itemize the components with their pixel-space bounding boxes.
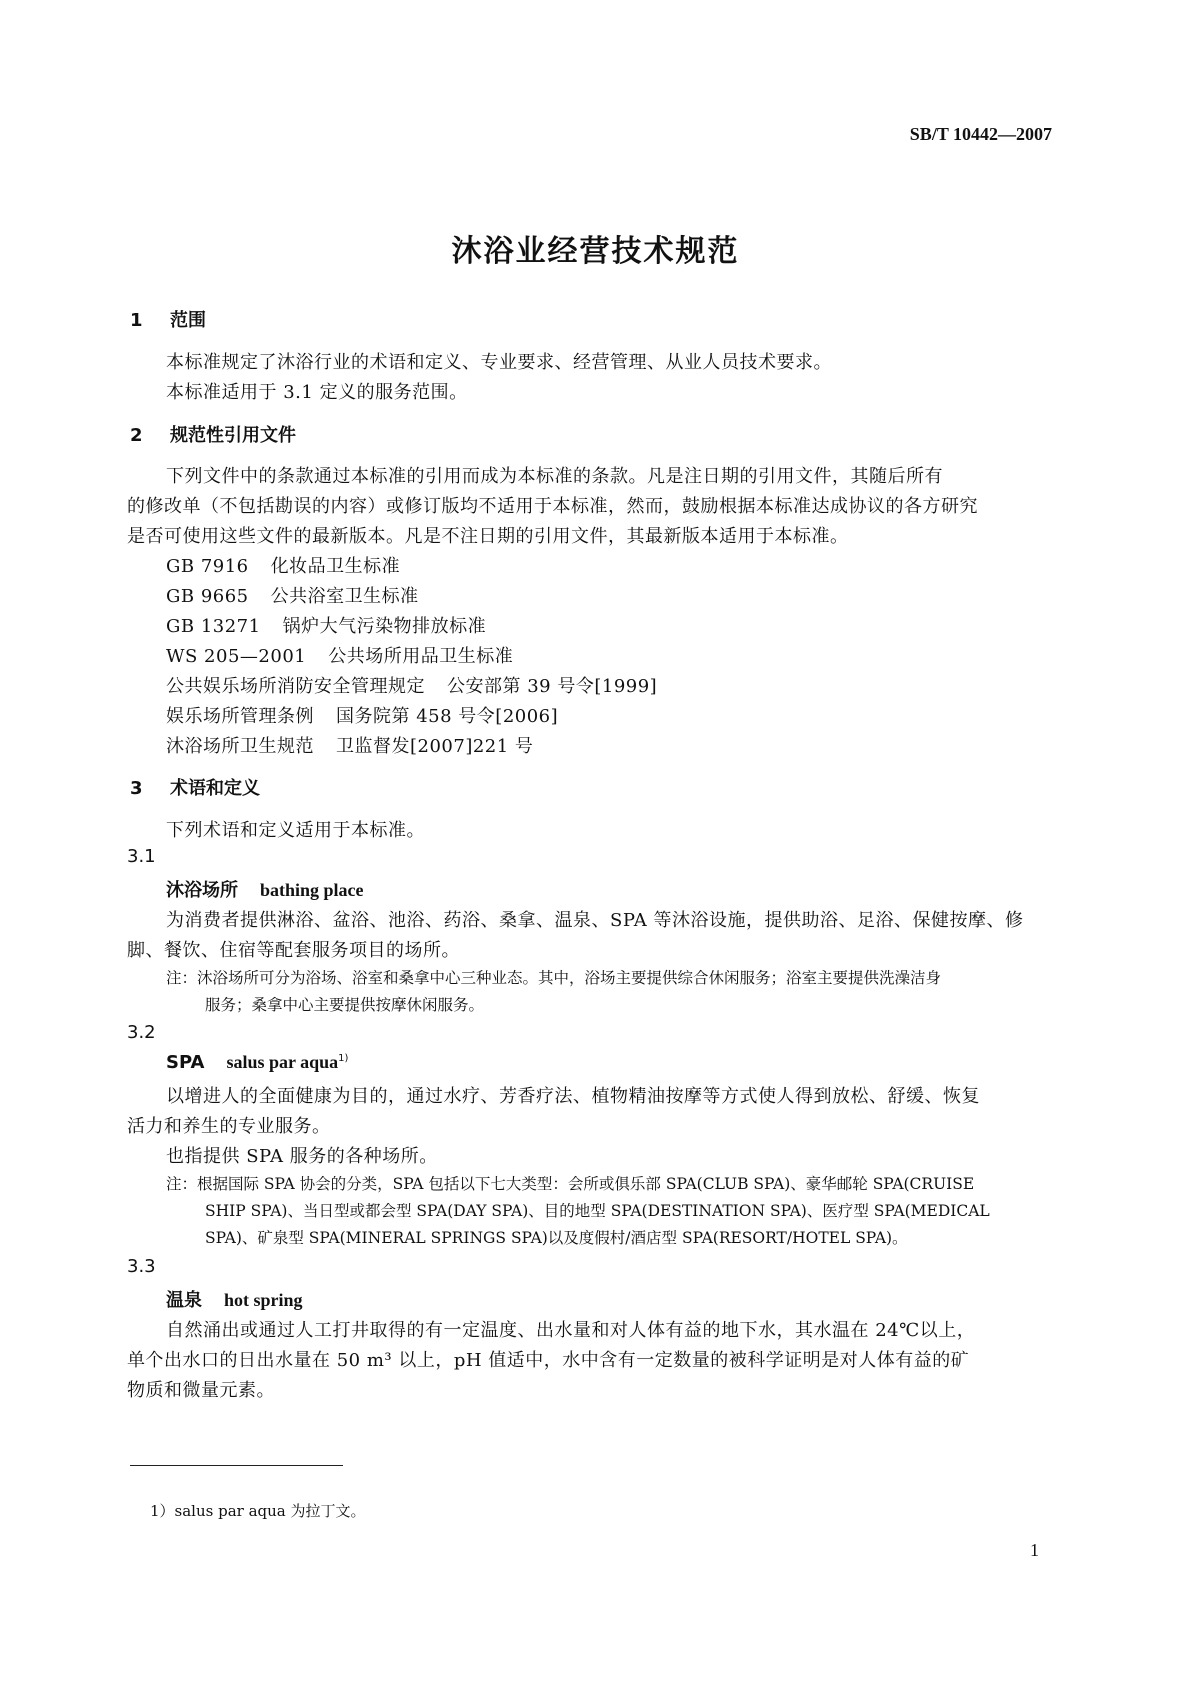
definition: 物质和微量元素。 <box>127 1380 275 1401</box>
clause-number: 3.2 <box>127 1022 156 1043</box>
reference-item <box>166 552 400 578</box>
reference-name: 国务院第 458 号令[2006] <box>336 706 559 727</box>
reference-item <box>166 612 486 638</box>
reference-name: 公共浴室卫生标准 <box>270 586 419 607</box>
term-english: hot spring <box>224 1290 303 1310</box>
reference-code: 公共娱乐场所消防安全管理规定 <box>166 676 425 697</box>
section-2-heading <box>130 421 296 447</box>
note: 注：根据国际 SPA 协会的分类，SPA 包括以下七大类型：会所或俱乐部 SPA(CLUB SPA)、豪华邮轮 SPA(CRUISE <box>166 1175 975 1193</box>
reference-code: 沐浴场所卫生规范 <box>166 736 314 757</box>
paragraph: 本标准适用于 3.1 定义的服务范围。 <box>166 382 468 403</box>
reference-code: GB 9665 <box>166 586 249 607</box>
definition: 为消费者提供淋浴、盆浴、池浴、药浴、桑拿、温泉、SPA 等沐浴设施，提供助浴、足浴、保健按摩、修 <box>166 910 1024 931</box>
footnote: 1）salus par aqua 为拉丁文。 <box>150 1502 366 1520</box>
footnote-divider <box>130 1465 343 1466</box>
reference-name: 卫监督发[2007]221 号 <box>336 736 534 757</box>
section-1-heading <box>130 306 206 332</box>
reference-item <box>166 672 657 698</box>
footnote-marker: 1) <box>338 1053 349 1064</box>
section-title: 规范性引用文件 <box>170 425 296 446</box>
term-chinese: SPA <box>166 1052 205 1073</box>
reference-item <box>166 732 533 758</box>
paragraph: 下列术语和定义适用于本标准。 <box>166 820 425 841</box>
section-3-heading <box>130 774 260 800</box>
definition: 以增进人的全面健康为目的，通过水疗、芳香疗法、植物精油按摩等方式使人得到放松、舒缓、恢复 <box>166 1086 980 1107</box>
section-number: 2 <box>130 425 143 446</box>
note: 服务；桑拿中心主要提供按摩休闲服务。 <box>205 996 485 1014</box>
definition: 单个出水口的日出水量在 50 m³ 以上，pH 值适中，水中含有一定数量的被科学证明是对人体有益的矿 <box>127 1350 970 1371</box>
reference-item <box>166 642 513 668</box>
reference-item <box>166 702 558 728</box>
term-heading <box>166 1052 348 1073</box>
reference-item <box>166 582 419 608</box>
paragraph: 的修改单（不包括勘误的内容）或修订版均不适用于本标准，然而，鼓励根据本标准达成协议的各方研究 <box>127 496 978 517</box>
section-number: 1 <box>130 310 143 331</box>
note: SHIP SPA)、当日型或都会型 SPA(DAY SPA)、目的地型 SPA(DESTINATION SPA)、医疗型 SPA(MEDICAL <box>205 1202 990 1220</box>
definition: 自然涌出或通过人工打井取得的有一定温度、出水量和对人体有益的地下水，其水温在 24℃以上， <box>166 1320 976 1341</box>
term-english: bathing place <box>260 880 364 900</box>
term-heading <box>166 1286 303 1312</box>
section-number: 3 <box>130 778 143 799</box>
paragraph: 是否可使用这些文件的最新版本。凡是不注日期的引用文件，其最新版本适用于本标准。 <box>127 526 849 547</box>
section-title: 范围 <box>170 310 206 331</box>
paragraph: 本标准规定了沐浴行业的术语和定义、专业要求、经营管理、从业人员技术要求。 <box>166 352 832 373</box>
note: 注：沐浴场所可分为浴场、浴室和桑拿中心三种业态。其中，浴场主要提供综合休闲服务；浴室主要提供洗澡洁身 <box>166 969 942 987</box>
reference-name: 公安部第 39 号令[1999] <box>447 676 658 697</box>
term-chinese: 沐浴场所 <box>166 880 238 901</box>
reference-name: 化妆品卫生标准 <box>270 556 401 577</box>
reference-code: GB 7916 <box>166 556 249 577</box>
reference-code: WS 205—2001 <box>166 646 307 667</box>
section-title: 术语和定义 <box>170 778 260 799</box>
reference-code: GB 13271 <box>166 616 261 637</box>
definition: 活力和养生的专业服务。 <box>127 1116 331 1137</box>
clause-number: 3.3 <box>127 1256 156 1277</box>
reference-name: 公共场所用品卫生标准 <box>328 646 514 667</box>
note: SPA)、矿泉型 SPA(MINERAL SPRINGS SPA)以及度假村/酒店型 SPA(RESORT/HOTEL SPA)。 <box>205 1229 908 1247</box>
definition: 也指提供 SPA 服务的各种场所。 <box>166 1146 438 1167</box>
page-number: 1 <box>1030 1540 1039 1560</box>
term-heading <box>166 876 364 902</box>
reference-name: 锅炉大气污染物排放标准 <box>282 616 487 637</box>
definition: 脚、餐饮、住宿等配套服务项目的场所。 <box>127 940 460 961</box>
term-english: salus par aqua <box>226 1052 339 1072</box>
reference-code: 娱乐场所管理条例 <box>166 706 314 727</box>
standard-number: SB/T 10442—2007 <box>909 124 1052 144</box>
paragraph: 下列文件中的条款通过本标准的引用而成为本标准的条款。凡是注日期的引用文件，其随后所有 <box>166 466 943 487</box>
term-chinese: 温泉 <box>166 1290 202 1311</box>
page-title: 沐浴业经营技术规范 <box>451 234 740 269</box>
clause-number: 3.1 <box>127 846 156 867</box>
